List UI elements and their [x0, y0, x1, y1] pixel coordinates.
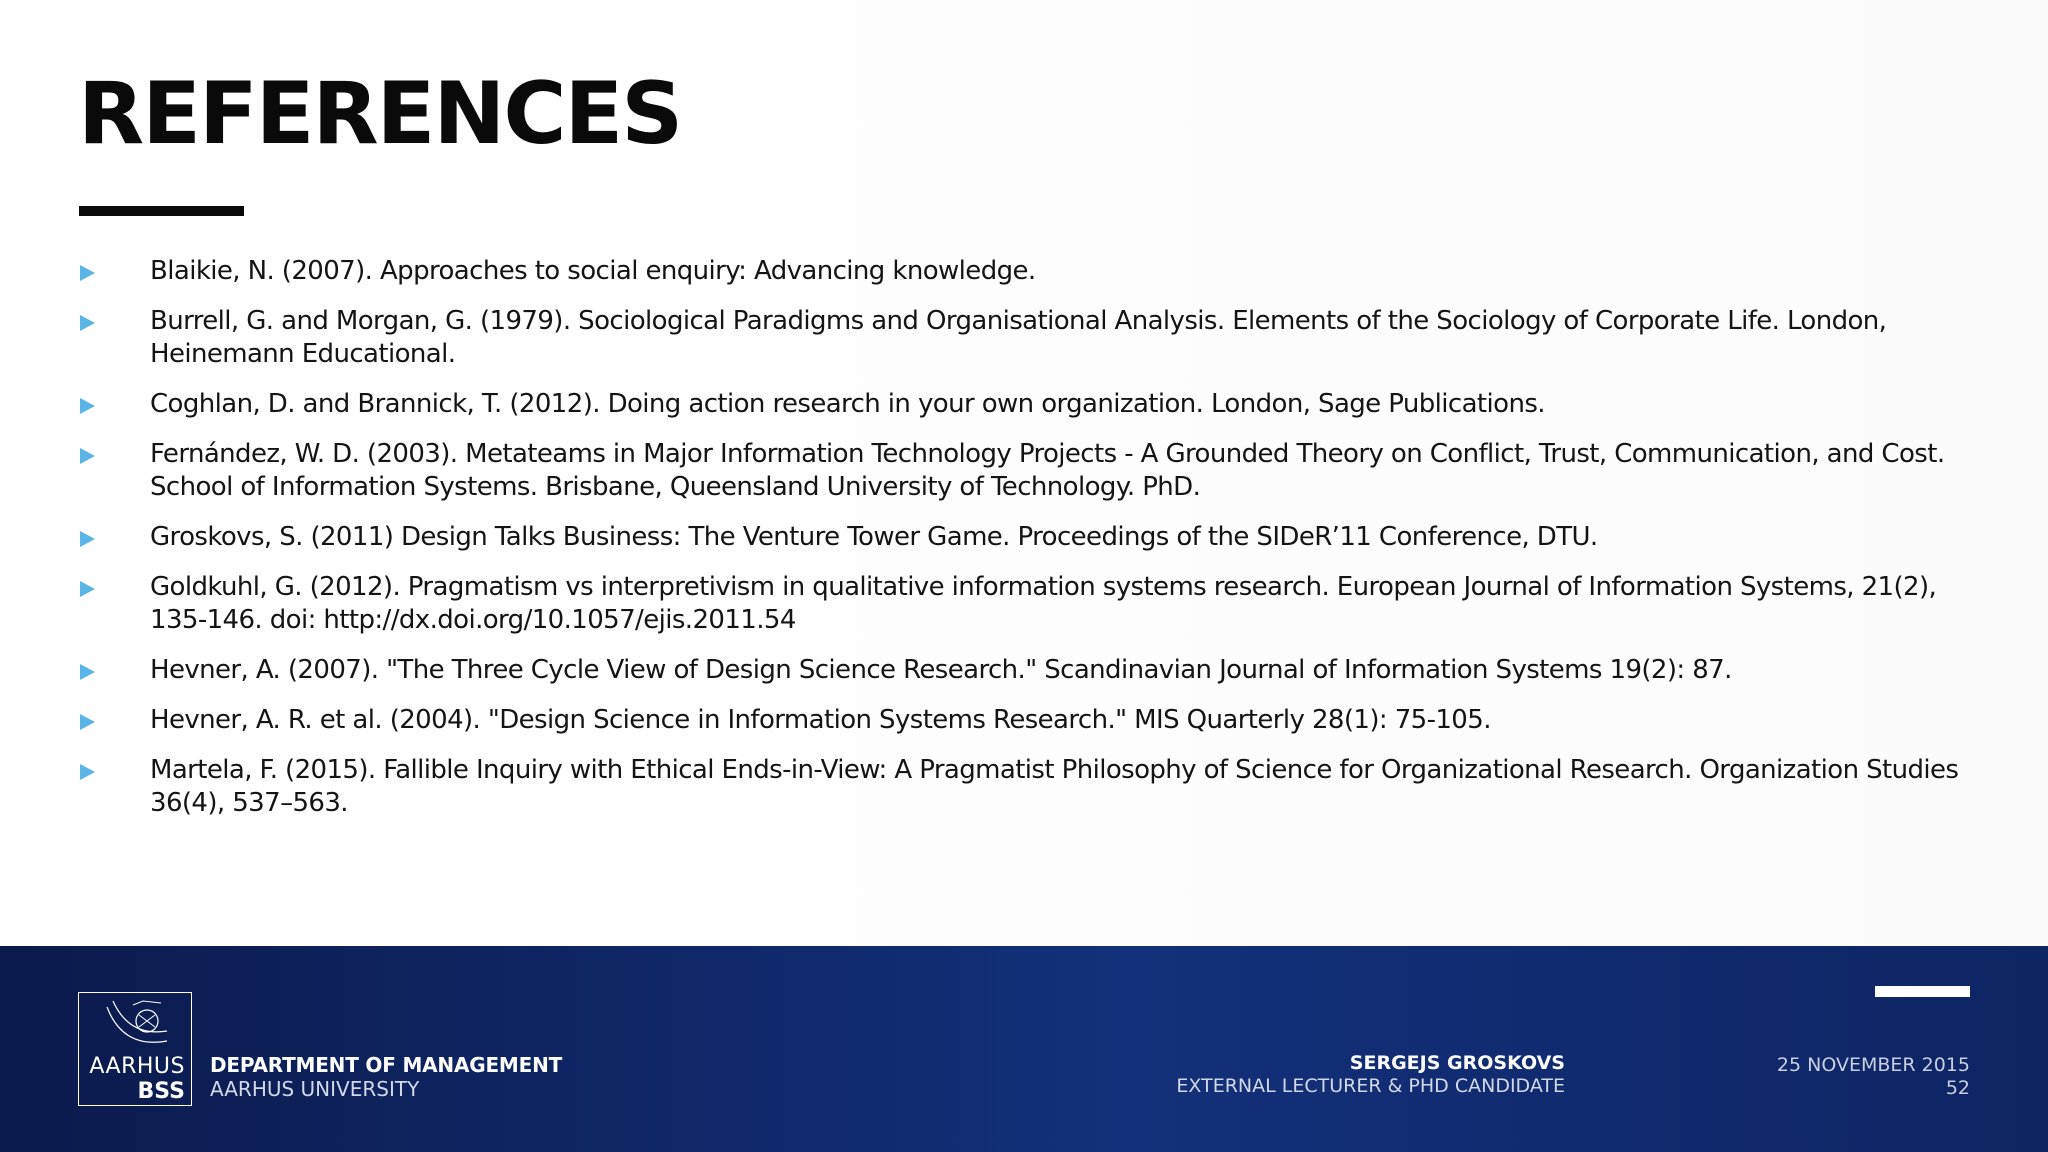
aarhus-bss-logo: [78, 992, 192, 1106]
reference-item: [78, 521, 1978, 554]
presentation-date: 25 NOVEMBER 2015: [1776, 1054, 1970, 1076]
reference-item: [78, 754, 1978, 820]
speaker-block: [1176, 1052, 1565, 1098]
slide-footer: [0, 946, 2048, 1152]
triangle-bullet-icon: [80, 764, 95, 780]
triangle-bullet-icon: [80, 315, 95, 331]
reference-list: [78, 255, 1978, 837]
page-number: 52: [1945, 1077, 1970, 1099]
triangle-bullet-icon: [80, 448, 95, 464]
triangle-bullet-icon: [80, 581, 95, 597]
reference-item: [78, 388, 1978, 421]
title-underline: [79, 206, 244, 216]
reference-item: [78, 654, 1978, 687]
slide-title: REFERENCES: [78, 64, 682, 164]
triangle-bullet-icon: [80, 398, 95, 414]
reference-text: Martela, F. (2015). Fallible Inquiry with Ethical Ends-in-View: A Pragmatist Philosophy of Science for Organizational Research. Organization Studies 36(4), 537–563.: [150, 755, 1959, 818]
reference-text: Burrell, G. and Morgan, G. (1979). Sociological Paradigms and Organisational Analysis. Elements of the Sociology of Corporate Life. London, Heinemann Educational.: [150, 306, 1887, 369]
university-seal-icon: [103, 997, 171, 1053]
logo-aarhus-text: AARHUS: [89, 1054, 185, 1079]
reference-text: Hevner, A. R. et al. (2004). "Design Science in Information Systems Research." MIS Quarterly 28(1): 75-105.: [150, 705, 1491, 735]
reference-item: [78, 255, 1978, 288]
speaker-name: SERGEJS GROSKOVS: [1349, 1052, 1565, 1074]
date-page-block: [1777, 1054, 1970, 1100]
triangle-bullet-icon: [80, 714, 95, 730]
triangle-bullet-icon: [80, 664, 95, 680]
reference-item: [78, 571, 1978, 637]
triangle-bullet-icon: [80, 531, 95, 547]
university-name: AARHUS UNIVERSITY: [210, 1077, 420, 1101]
reference-item: [78, 305, 1978, 371]
reference-text: Blaikie, N. (2007). Approaches to social enquiry: Advancing knowledge.: [150, 256, 1036, 286]
logo-bss-text: BSS: [137, 1079, 185, 1104]
speaker-role: EXTERNAL LECTURER & PHD CANDIDATE: [1176, 1075, 1565, 1097]
reference-text: Fernández, W. D. (2003). Metateams in Major Information Technology Projects - A Grounded Theory on Conflict, Trust, Communication, and Cost. School of Information Systems. Brisbane, Queensland University of Technology. PhD.: [150, 439, 1945, 502]
reference-text: Hevner, A. (2007). "The Three Cycle View of Design Science Research." Scandinavian Journal of Information Systems 19(2): 87.: [150, 655, 1732, 685]
department-block: [210, 1053, 562, 1101]
triangle-bullet-icon: [80, 265, 95, 281]
footer-accent-bar: [1875, 986, 1970, 997]
reference-text: Goldkuhl, G. (2012). Pragmatism vs interpretivism in qualitative information systems research. European Journal of Information Systems, 21(2), 135-146. doi: http://dx.doi.org/10.1057/ejis.2011.54: [150, 572, 1937, 635]
department-name: DEPARTMENT OF MANAGEMENT: [210, 1053, 563, 1077]
reference-text: Coghlan, D. and Brannick, T. (2012). Doing action research in your own organization. London, Sage Publications.: [150, 389, 1545, 419]
reference-item: [78, 704, 1978, 737]
reference-item: [78, 438, 1978, 504]
reference-text: Groskovs, S. (2011) Design Talks Business: The Venture Tower Game. Proceedings of the SIDeR’11 Conference, DTU.: [150, 522, 1598, 552]
